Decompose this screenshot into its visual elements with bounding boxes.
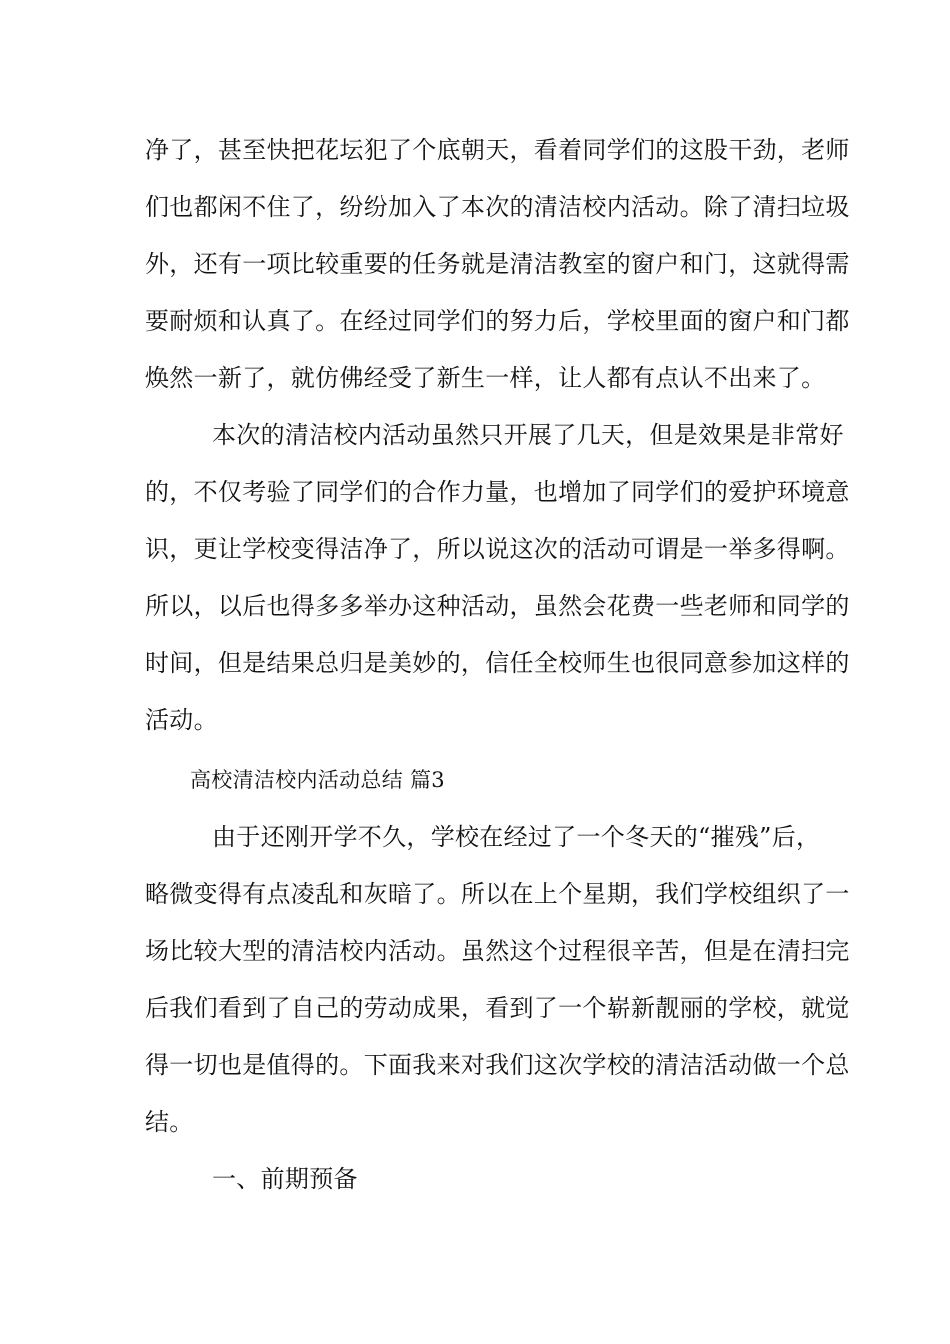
paragraph-line: 本次的清洁校内活动虽然只开展了几天，但是效果是非常好 <box>212 421 844 449</box>
paragraph-line: 所以，以后也得多多举办这种活动，虽然会花费一些老师和同学的 <box>145 592 850 620</box>
paragraph-line: 净了，甚至快把花坛犯了个底朝天，看着同学们的这股干劲，老师 <box>145 136 850 164</box>
paragraph-line: 外，还有一项比较重要的任务就是清洁教室的窗户和门，这就得需 <box>145 250 850 278</box>
paragraph-line: 的，不仅考验了同学们的合作力量，也增加了同学们的爱护环境意 <box>145 478 850 506</box>
paragraph-line: 要耐烦和认真了。在经过同学们的努力后，学校里面的窗户和门都 <box>145 307 850 335</box>
section-heading: 高校清洁校内活动总结 篇3 <box>190 768 445 792</box>
paragraph-line: 识，更让学校变得洁净了，所以说这次的活动可谓是一举多得啊。 <box>145 535 850 563</box>
paragraph-line: 由于还刚开学不久，学校在经过了一个冬天的“摧残”后， <box>212 823 821 851</box>
paragraph-line: 略微变得有点凌乱和灰暗了。所以在上个星期，我们学校组织了一 <box>145 880 850 908</box>
paragraph-line: 焕然一新了，就仿佛经受了新生一样，让人都有点认不出来了。 <box>145 364 826 392</box>
paragraph-line: 后我们看到了自己的劳动成果，看到了一个崭新靓丽的学校，就觉 <box>145 994 850 1022</box>
paragraph-line: 场比较大型的清洁校内活动。虽然这个过程很辛苦，但是在清扫完 <box>145 937 850 965</box>
paragraph-line: 结。 <box>145 1108 194 1136</box>
paragraph-line: 得一切也是值得的。下面我来对我们这次学校的清洁活动做一个总 <box>145 1051 850 1079</box>
paragraph-line: 活动。 <box>145 706 218 734</box>
subsection-heading: 一、前期预备 <box>212 1165 358 1193</box>
paragraph-line: 时间，但是结果总归是美妙的，信任全校师生也很同意参加这样的 <box>145 649 850 677</box>
paragraph-line: 们也都闲不住了，纷纷加入了本次的清洁校内活动。除了清扫垃圾 <box>145 193 850 221</box>
